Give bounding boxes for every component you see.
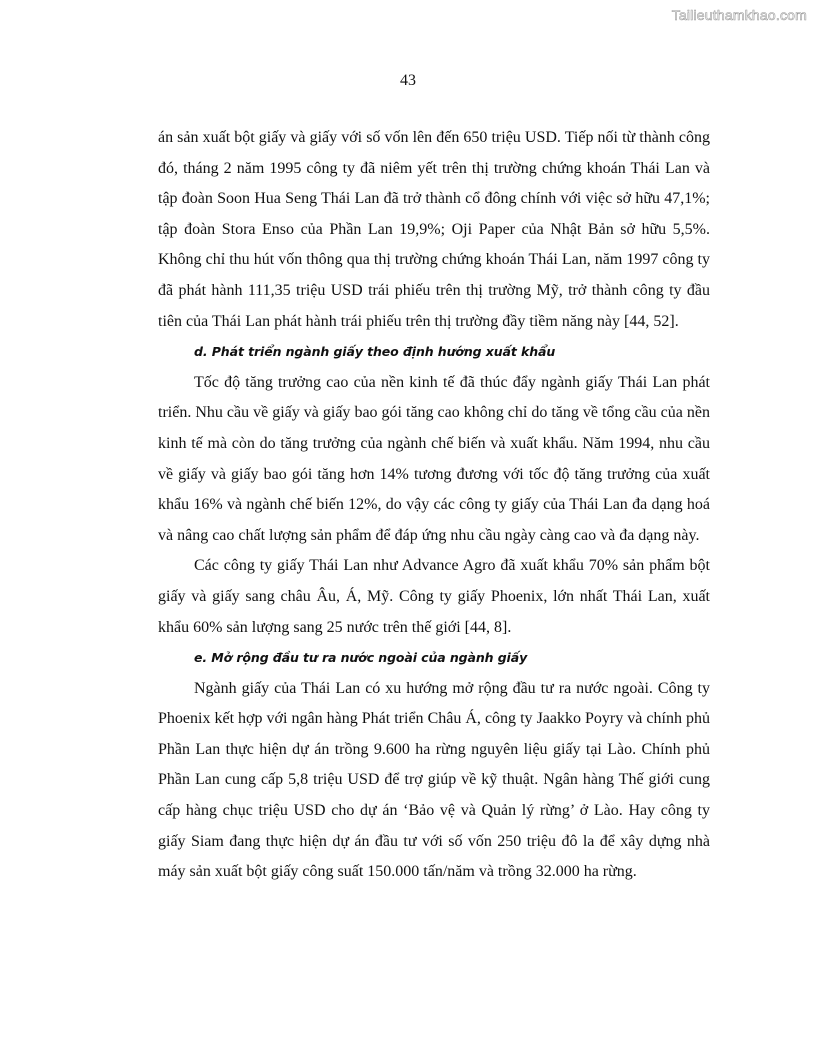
page-number: 43	[400, 72, 416, 89]
document-body	[158, 123, 710, 888]
paragraph-continuation: án sản xuất bột giấy và giấy với số vốn lên đến 650 triệu USD. Tiếp nối từ thành công đó, tháng 2 năm 1995 công ty đã niêm yết trên thị trường chứng khoán Thái Lan và tập đoàn Soon Hua Seng Thái Lan đã trở thành cổ đông chính với việc sở hữu 47,1%; tập đoàn Stora Enso của Phần Lan 19,9%; Oji Paper của Nhật Bản sở hữu 5,5%. Không chỉ thu hút vốn thông qua thị trường chứng khoán Thái Lan, năm 1997 công ty đã phát hành 111,35 triệu USD trái phiếu trên thị trường Mỹ, trở thành công ty đầu tiên của Thái Lan phát hành trái phiếu trên thị trường đầy tiềm năng này [44, 52].	[158, 129, 710, 330]
paragraph-investment: Ngành giấy của Thái Lan có xu hướng mở rộng đầu tư ra nước ngoài. Công ty Phoenix kết hợp với ngân hàng Phát triển Châu Á, công ty Jaakko Poyry và chính phủ Phần Lan thực hiện dự án trồng 9.600 ha rừng nguyên liệu giấy tại Lào. Chính phủ Phần Lan cung cấp 5,8 triệu USD để trợ giúp về kỹ thuật. Ngân hàng Thế giới cung cấp hàng chục triệu USD cho dự án ‘Bảo vệ và Quản lý rừng’ ở Lào. Hay công ty giấy Siam đang thực hiện dự án đầu tư với số vốn 250 triệu đô la để xây dựng nhà máy sản xuất bột giấy công suất 150.000 tấn/năm và trồng 32.000 ha rừng.	[158, 679, 710, 881]
section-heading-d: d. Phát triển ngành giấy theo định hướng xuất khẩu	[194, 344, 556, 360]
paragraph-exports: Các công ty giấy Thái Lan như Advance Agro đã xuất khẩu 70% sản phẩm bột giấy và giấy sang châu Âu, Á, Mỹ. Công ty giấy Phoenix, lớn nhất Thái Lan, xuất khẩu 60% sản lượng sang 25 nước trên thế giới [44, 8].	[158, 557, 710, 636]
section-heading-e: e. Mở rộng đầu tư ra nước ngoài của ngành giấy	[194, 650, 528, 666]
watermark: Tailieuthamkhao.com	[671, 7, 807, 23]
paragraph-growth: Tốc độ tăng trưởng cao của nền kinh tế đã thúc đẩy ngành giấy Thái Lan phát triển. Nhu cầu về giấy và giấy bao gói tăng cao không chỉ do tăng về tổng cầu của nền kinh tế mà còn do tăng trưởng của ngành chế biến và xuất khẩu. Năm 1994, nhu cầu về giấy và giấy bao gói tăng hơn 14% tương đương với tốc độ tăng trưởng của xuất khẩu 16% và ngành chế biến 12%, do vậy các công ty giấy của Thái Lan đa dạng hoá và nâng cao chất lượng sản phẩm để đáp ứng nhu cầu ngày càng cao và đa dạng này.	[158, 373, 710, 544]
